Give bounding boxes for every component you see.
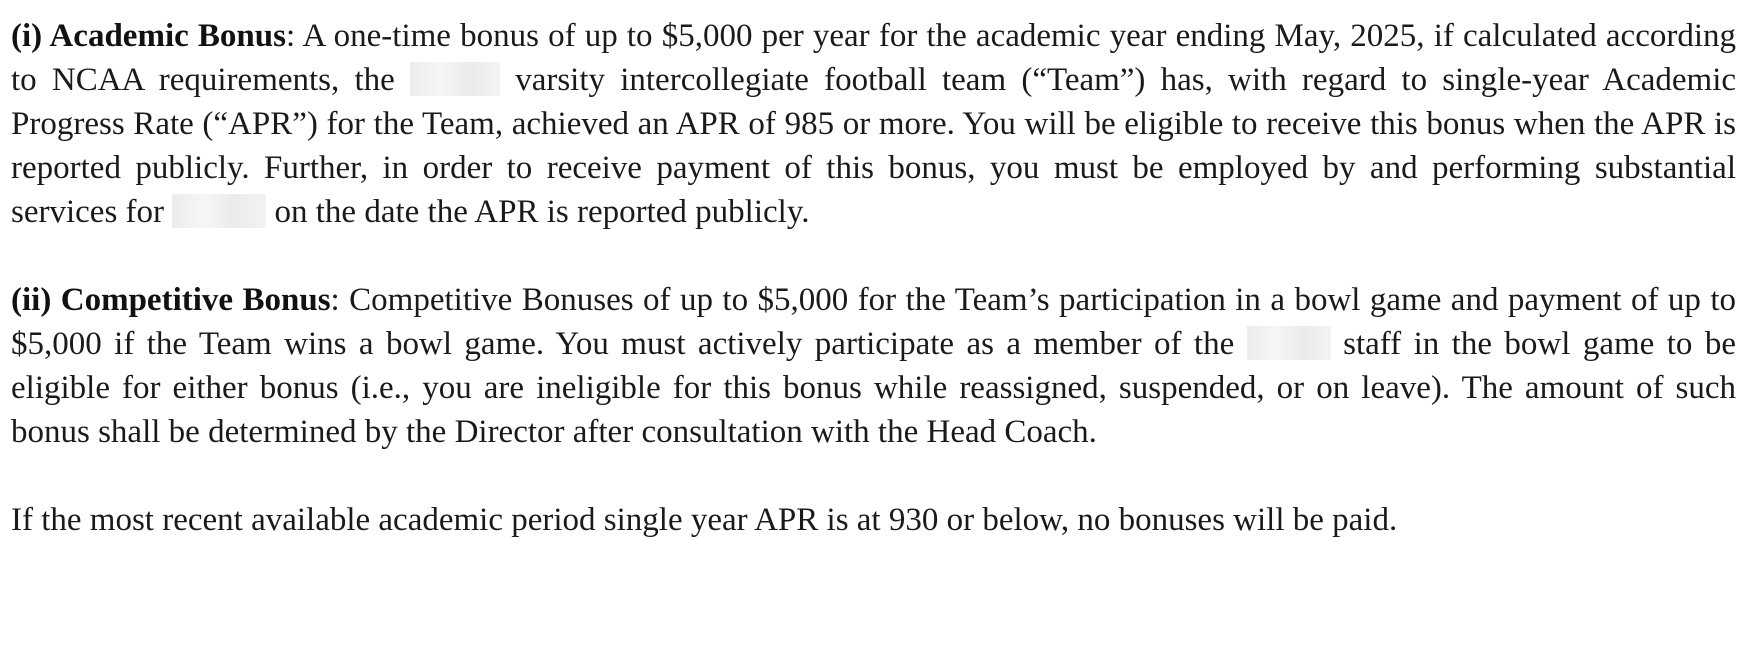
academic-bonus-paragraph [11,14,1736,234]
redaction-box [172,194,266,228]
closing-text: If the most recent available academic period single year APR is at 930 or below, no bonuses will be paid. [11,502,1398,538]
academic-bonus-text-2: varsity intercollegiate football team (“Team”) has, with regard to single-year Academic Progress Rate (“APR”) for the Team, achieved an APR of 985 or more. You will be eligible to receive this bonus when the APR is reported publicly. Further, in order to receive payment of this bonus, you must be employed by and performing substantial services for [11,62,1737,230]
academic-bonus-heading: (i) Academic Bonus [11,18,286,54]
competitive-bonus-heading: (ii) Competitive Bonus [11,282,331,318]
competitive-bonus-text-1: : Competitive Bonuses of up to $5,000 for the Team’s participation in a bowl game and payment of up to $5,000 if the Team wins a bowl game. You must actively participate as a member of the [11,282,1736,362]
academic-bonus-text-1: : A one-time bonus of up to $5,000 per year for the academic year ending May, 2025, if calculated according to NCAA requirements, the [11,18,1737,98]
academic-bonus-text-3: on the date the APR is reported publicly. [266,194,810,230]
document-body [11,14,1736,542]
competitive-bonus-text-2: staff in the bowl game to be eligible for either bonus (i.e., you are ineligible for this bonus while reassigned, suspended, or on leave). The amount of such bonus shall be determined by the Director after consultation with the Head Coach. [11,326,1736,450]
redaction-box [1247,326,1331,360]
redaction-box [410,62,500,96]
competitive-bonus-paragraph [11,278,1736,454]
closing-paragraph [11,498,1736,542]
